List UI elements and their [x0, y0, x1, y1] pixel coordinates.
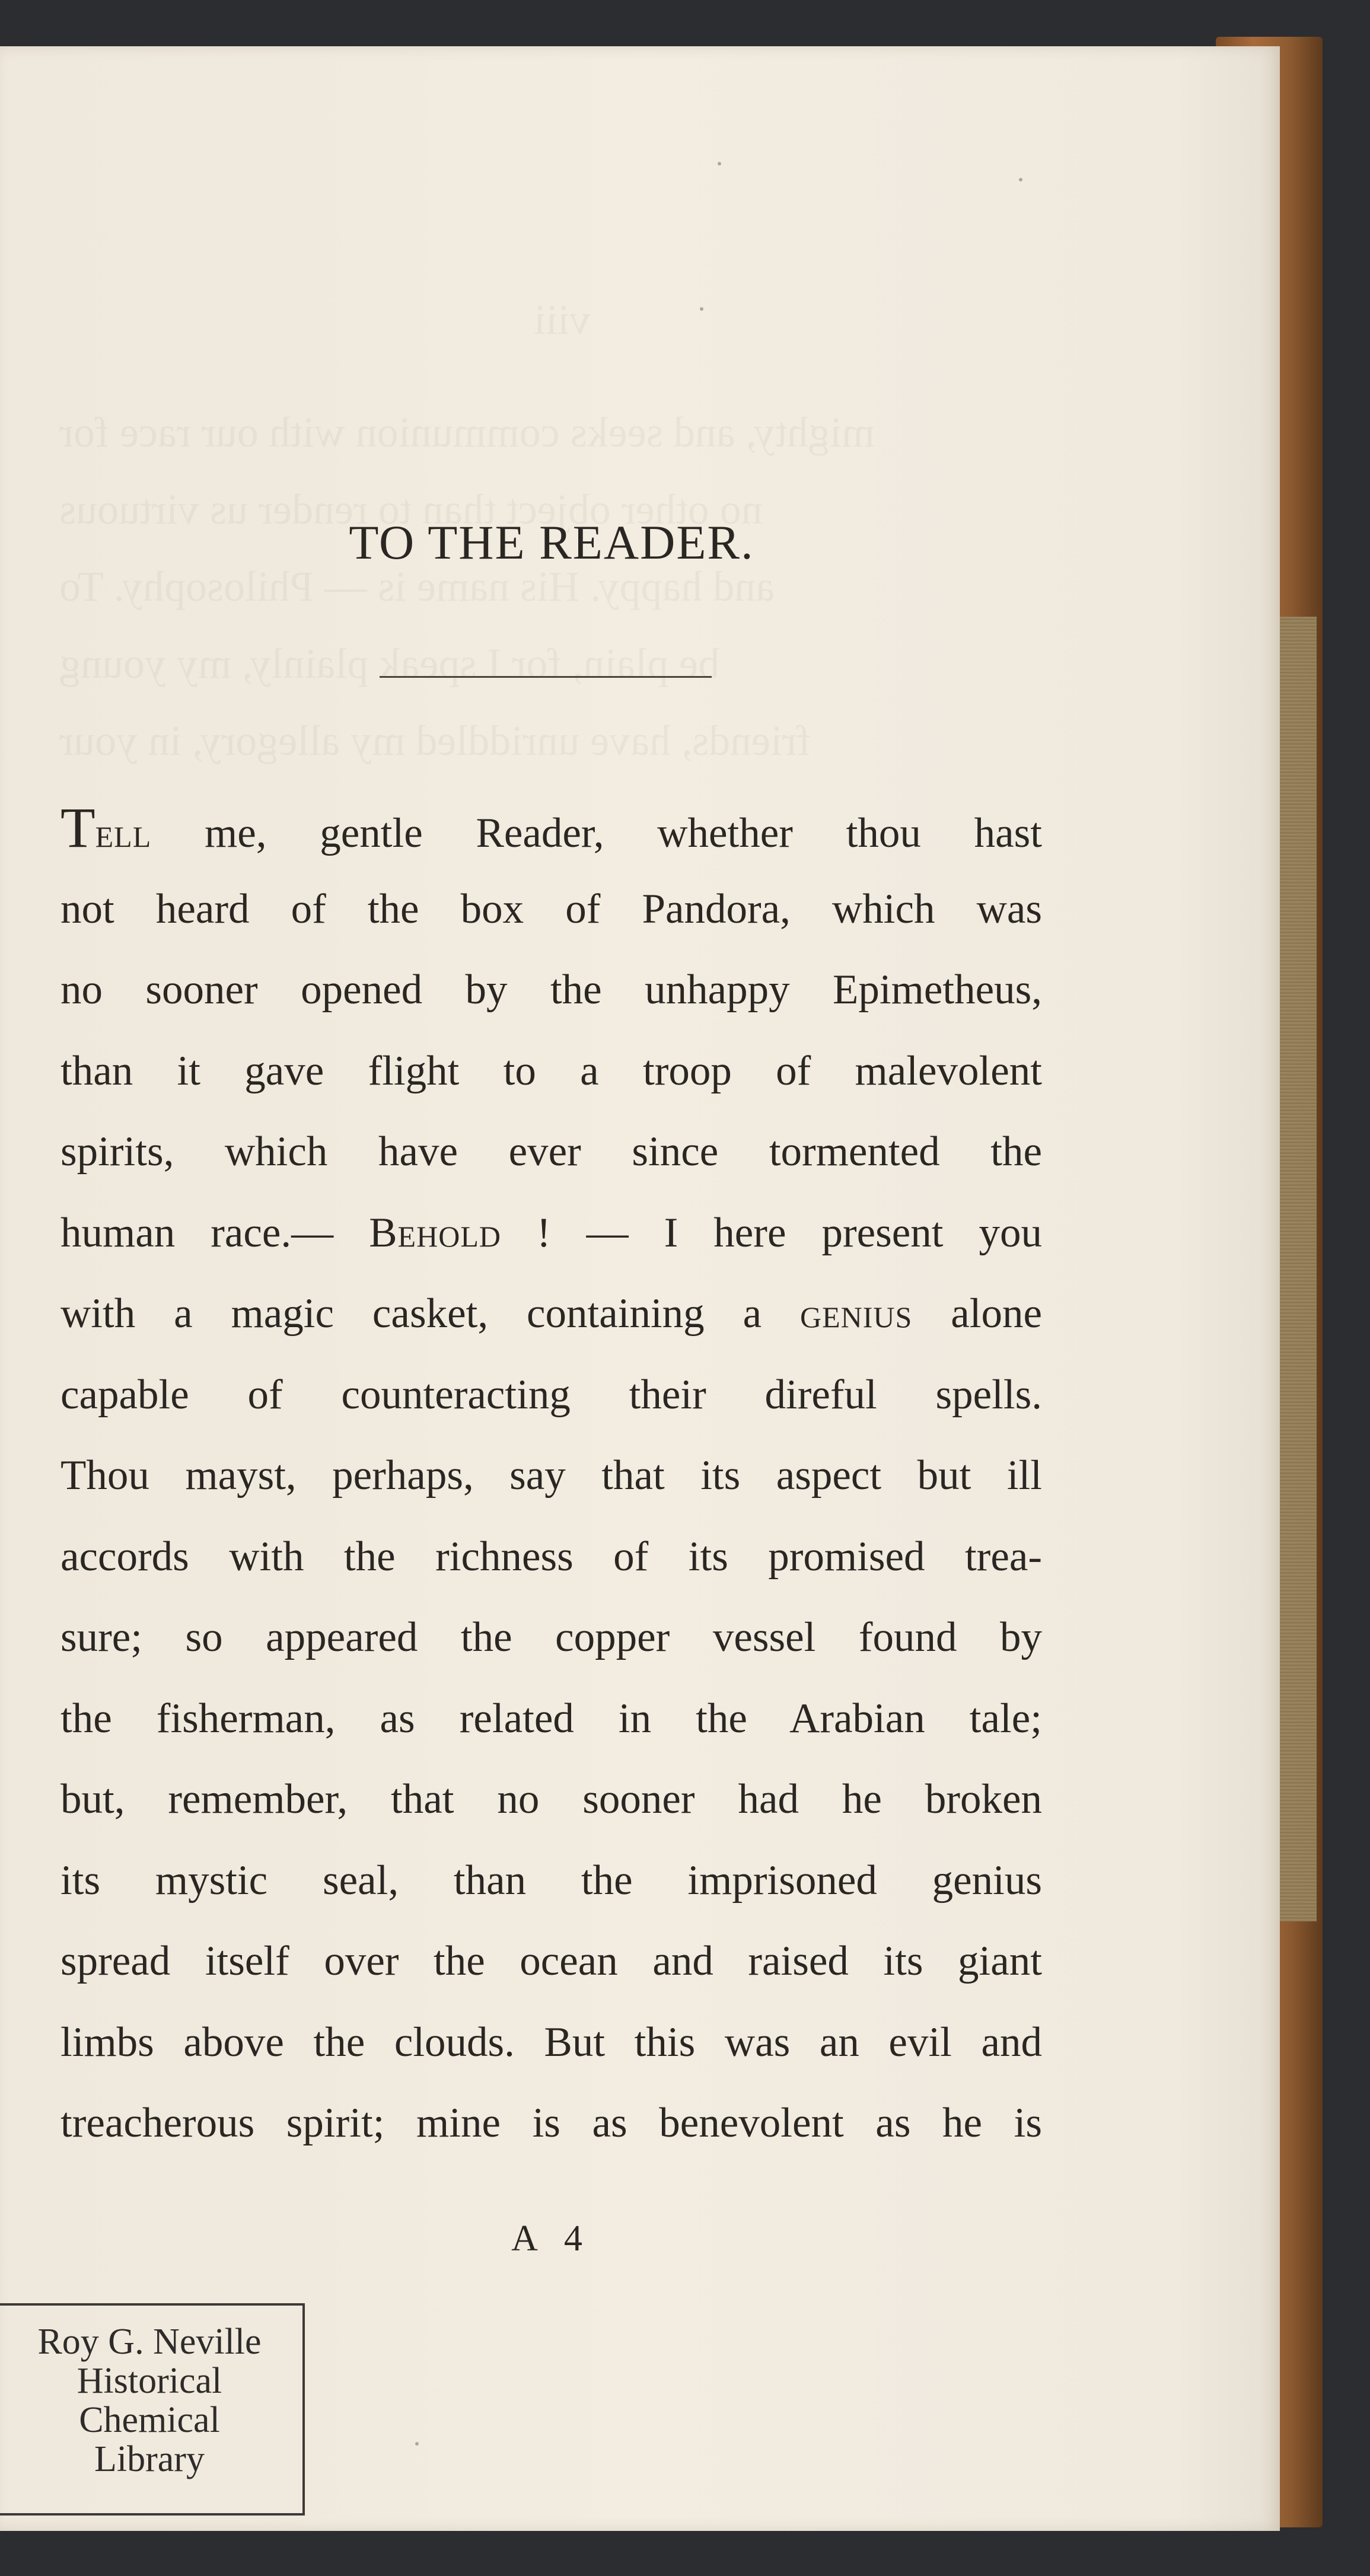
text-line: accords with the richness of its promised trea- — [60, 1533, 1042, 1580]
paper-speck — [1019, 178, 1022, 181]
stamp-line: Chemical — [79, 2400, 220, 2440]
paper-speck — [700, 307, 703, 311]
text-line: sure; so appeared the copper vessel found by — [60, 1614, 1042, 1660]
text-line: no sooner opened by the unhappy Epimetheus, — [60, 967, 1042, 1013]
text-line: human race.— Behold ! — I here present you — [60, 1209, 1042, 1256]
text-line: the fisherman, as related in the Arabian tale; — [60, 1695, 1042, 1742]
text-line: not heard of the box of Pandora, which was — [60, 885, 1042, 932]
page-title: TO THE READER. — [349, 515, 754, 569]
text-line-rest: me, gentle Reader, whether thou hast — [151, 810, 1042, 856]
book-page — [0, 46, 1280, 2531]
stamp-line: Library — [94, 2439, 205, 2479]
small-caps-word: genius — [800, 1290, 913, 1337]
stamp-line: Roy G. Neville — [37, 2322, 262, 2362]
library-stamp — [0, 2303, 305, 2516]
show-through-line — [59, 408, 875, 457]
text-line: treacherous spirit; mine is as benevolent as he is — [60, 2100, 1042, 2146]
text-line: with a magic casket, containing a genius alone — [60, 1290, 1042, 1337]
text-line: Thou mayst, perhaps, say that its aspect but ill — [60, 1452, 1042, 1499]
body-paragraph — [60, 788, 1042, 2164]
stamp-line: Historical — [77, 2361, 222, 2401]
text-line: limbs above the clouds. But this was an evil and — [60, 2019, 1042, 2065]
paper-speck — [415, 2442, 419, 2446]
text-line: but, remember, that no sooner had he broken — [60, 1776, 1042, 1822]
drop-cap: T — [60, 796, 95, 859]
small-caps-word: ell — [95, 810, 152, 856]
text-line: its mystic seal, than the imprisoned genius — [60, 1857, 1042, 1904]
text-line: spirits, which have ever since tormented the — [60, 1128, 1042, 1175]
show-through-page-label — [534, 295, 591, 345]
title-divider — [380, 676, 712, 678]
show-through-line — [59, 716, 811, 766]
signature-mark: A 4 — [511, 2218, 592, 2259]
text-line: than it gave flight to a troop of malevolent — [60, 1047, 1042, 1094]
paper-speck — [718, 162, 721, 165]
text-line — [60, 788, 1042, 869]
text-line: capable of counteracting their direful spells. — [60, 1371, 1042, 1418]
small-caps-word: Behold — [369, 1209, 501, 1256]
text-line: spread itself over the ocean and raised its giant — [60, 1938, 1042, 1984]
show-through-line — [59, 639, 719, 688]
